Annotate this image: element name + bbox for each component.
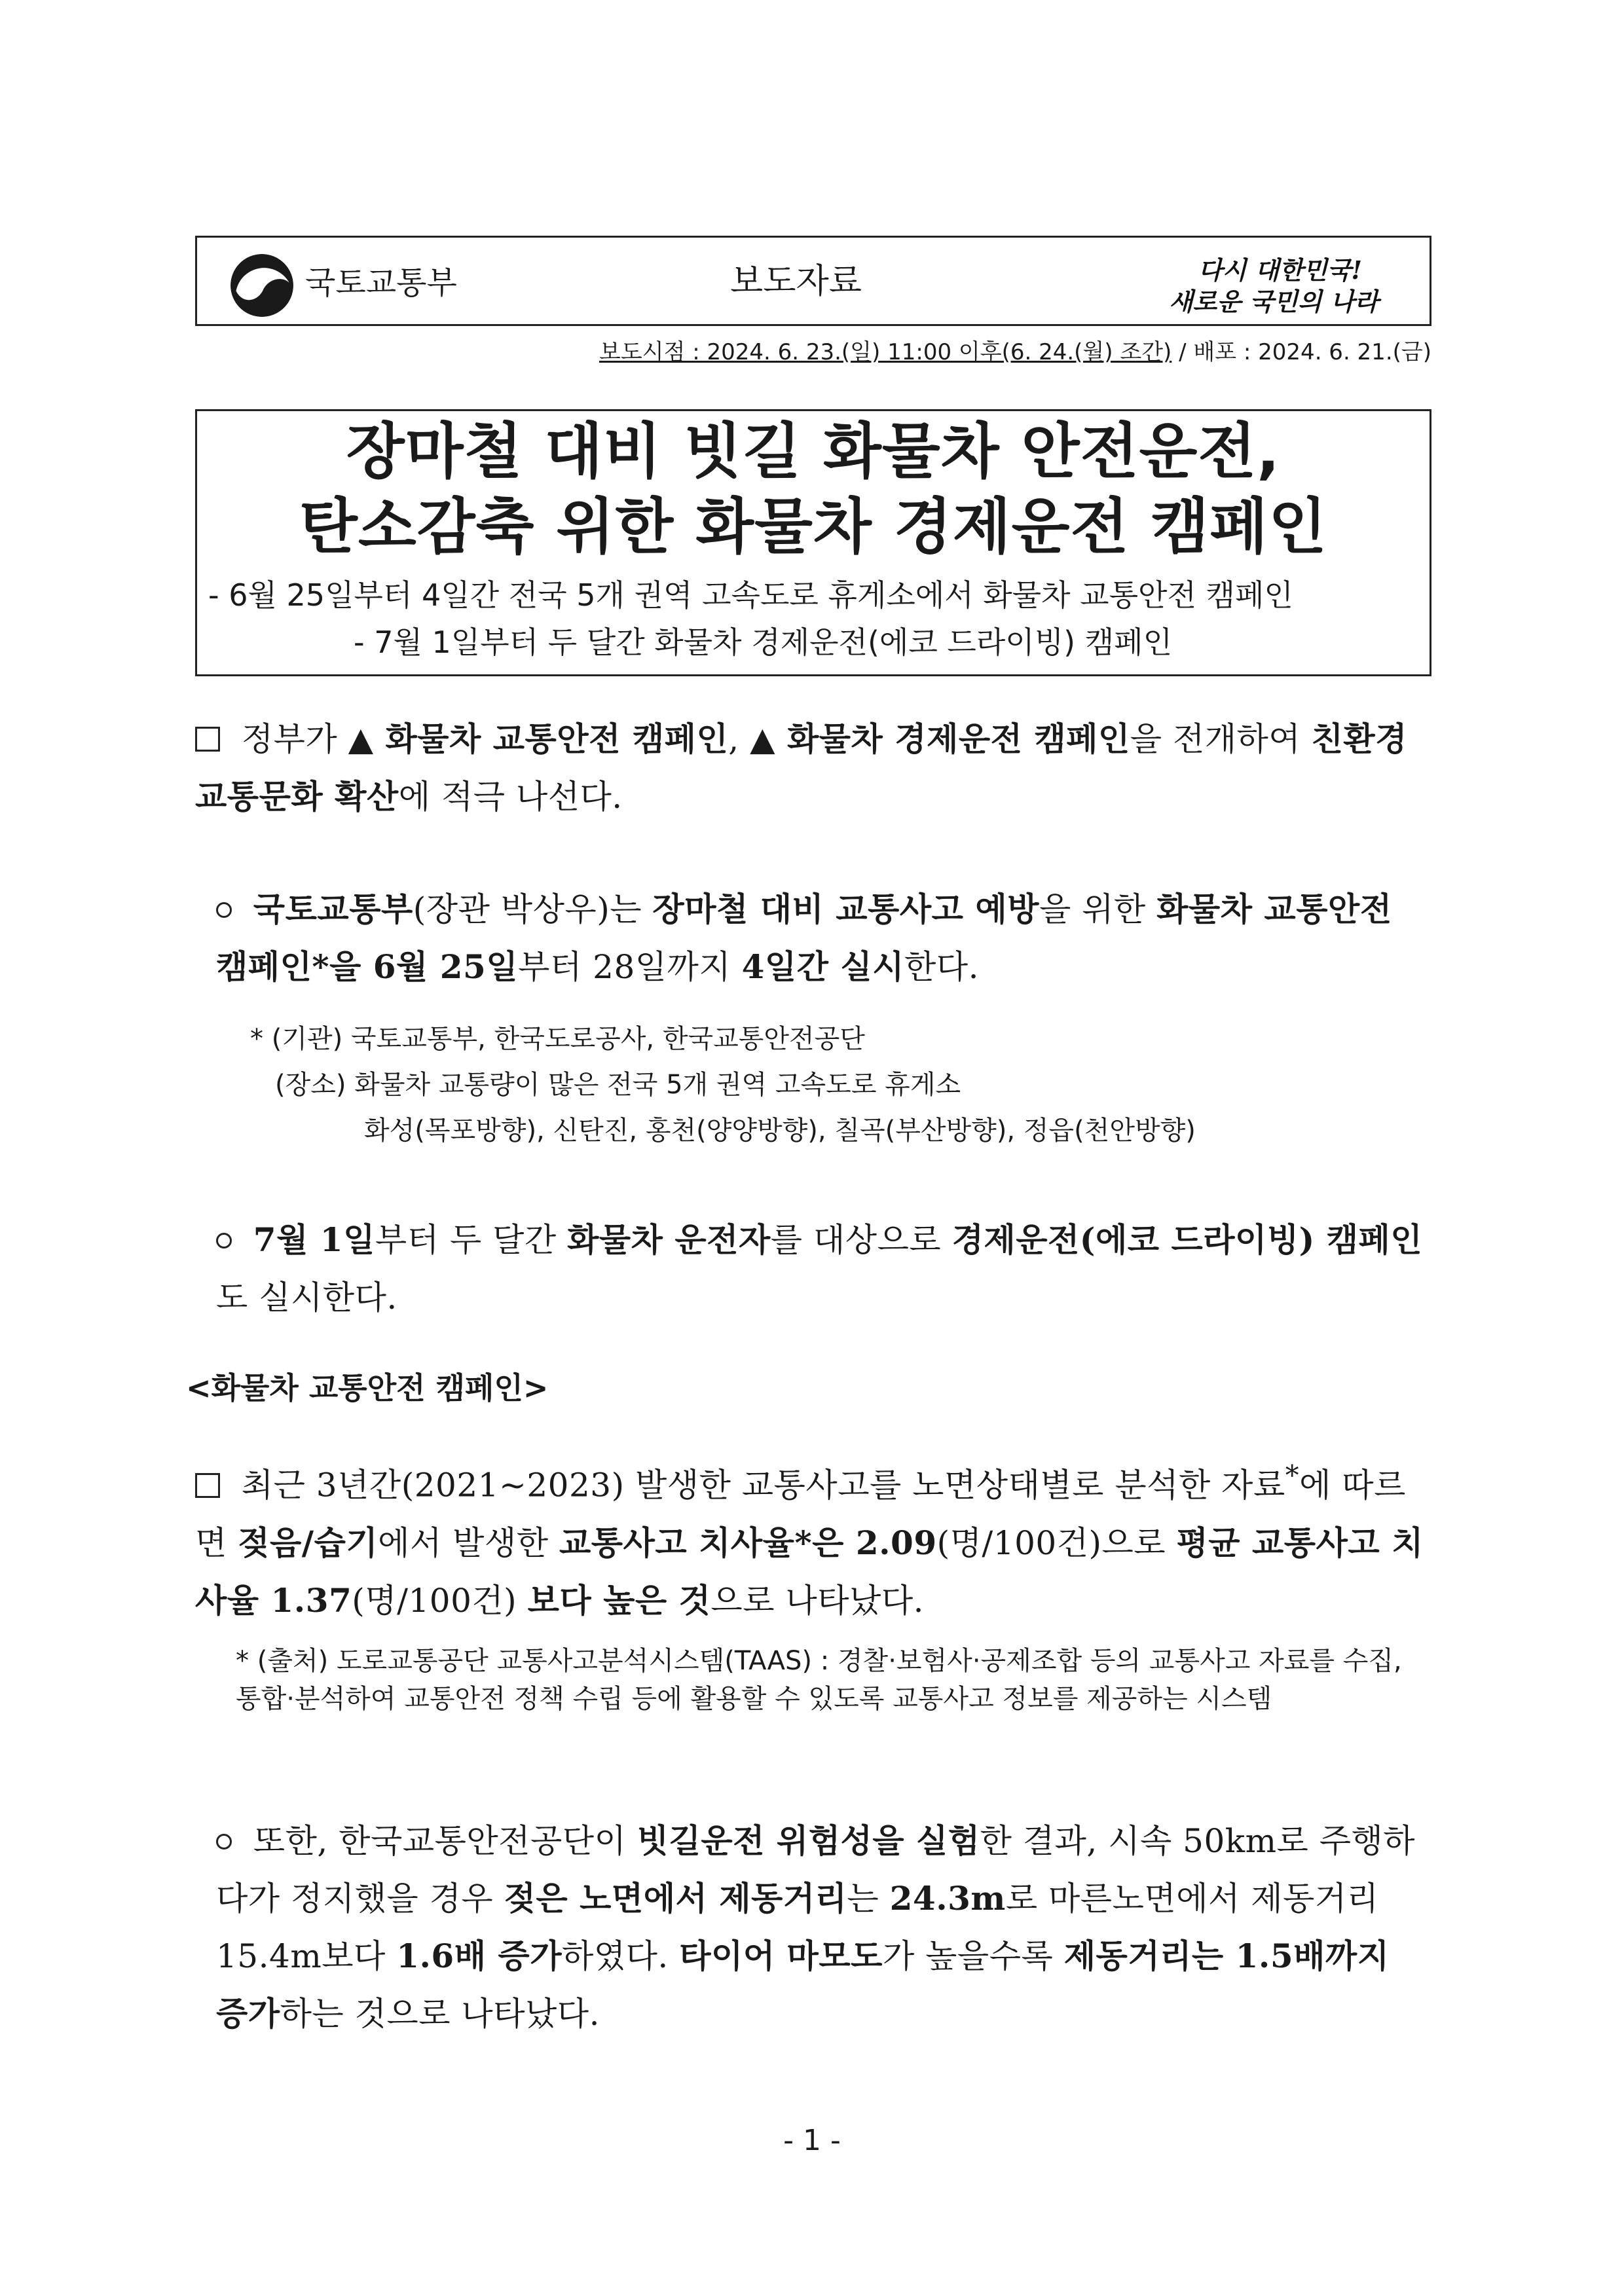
paragraph-4 (195, 1447, 1431, 1630)
bold-text: 경제운전(에코 드라이빙) 캠페인 (951, 1220, 1423, 1259)
text: 를 대상으로 (770, 1221, 952, 1259)
bold-text: 장마철 대비 교통사고 예방 (652, 890, 1039, 928)
text: 정부가 (241, 720, 348, 758)
slogan-line1: 다시 대한민국! (1198, 255, 1363, 285)
ministry-name: 국토교통부 (305, 264, 457, 301)
text: 도 실시한다. (216, 1279, 397, 1317)
bold-text: 화물차 운전자 (567, 1220, 771, 1259)
footnote-location: (장소) 화물차 교통량이 많은 전국 5개 권역 고속도로 휴게소 (275, 1070, 961, 1100)
bold-text: 24.3m (889, 1879, 1006, 1918)
text: 에 따르면 (195, 1466, 1406, 1562)
release-info (471, 334, 1431, 371)
subtitle-2: - 7월 1일부터 두 달간 화물차 경제운전(에코 드라이빙) 캠페인 (354, 625, 1173, 660)
document-type: 보도자료 (730, 262, 862, 301)
text: (명/100건) (352, 1581, 528, 1620)
bold-text: 국토교통부 (253, 890, 413, 928)
title-line-1: 장마철 대비 빗길 화물차 안전운전, (346, 416, 1281, 486)
text: 으로 나타났다. (710, 1581, 925, 1620)
text: 하는 것으로 나타났다. (280, 1995, 600, 2033)
paragraph-5 (216, 1812, 1431, 2043)
text: 에서 발생한 (378, 1523, 559, 1562)
slogan (1139, 247, 1421, 319)
text: (명/100건)으로 (936, 1523, 1177, 1562)
footnote-agencies: * (기관) 국토교통부, 한국도로공사, 한국교통안전공단 (250, 1024, 865, 1054)
text: 는 (847, 1880, 890, 1918)
text: 최근 3년간(2021~2023) 발생한 교통사고를 노면상태별로 분석한 자료 (241, 1466, 1285, 1504)
text: (장관 박상우)는 (413, 890, 653, 928)
circle-bullet-icon (216, 1834, 232, 1850)
bold-text: 제동거리는 1.5배까지 증가 (216, 1937, 1390, 2033)
footnote-rest-areas: 화성(목포방향), 신탄진, 홍천(양양방향), 칠곡(부산방향), 정읍(천안방향) (364, 1116, 1196, 1146)
text: 로 마른노면에서 제동거리 15.4m보다 (216, 1880, 1379, 1975)
bold-text: ▲ 화물차 경제운전 캠페인 (750, 720, 1130, 758)
text: 하였다. (562, 1937, 680, 1975)
slogan-line2: 새로운 국민의 나라 (1168, 287, 1379, 316)
bold-text: 화물차 교통안전 캠페인*을 6월 25일 (216, 890, 1392, 986)
bold-text: 4일간 실시 (741, 947, 904, 986)
embargo-time: 보도시점 : 2024. 6. 23.(일) 11:00 이후(6. 24.(월) 조간) (599, 339, 1172, 365)
text: 부터 28일까지 (518, 948, 742, 986)
bold-text: 젖은 노면에서 제동거리 (504, 1879, 847, 1918)
bold-text: 타이어 마모도 (679, 1937, 883, 1975)
text: 을 전개하여 (1130, 720, 1312, 758)
circle-bullet-icon (216, 1233, 232, 1248)
bold-text: 교통사고 치사율*은 2.09 (559, 1523, 937, 1562)
page-number: - 1 - (783, 2124, 841, 2157)
bold-text: 젖음/습기 (238, 1523, 378, 1562)
square-bullet-icon (195, 727, 220, 752)
paragraph-1 (195, 710, 1431, 826)
bold-text: 1.6배 증가 (396, 1937, 563, 1975)
bold-text: 보다 높은 것 (527, 1580, 711, 1620)
text: 한 결과, 시속 50km로 주행하다가 정지했을 경우 (216, 1822, 1416, 1918)
square-bullet-icon (195, 1473, 220, 1498)
text: 또한, 한국교통안전공단이 (253, 1822, 637, 1860)
bold-text: 친환경 교통문화 확산 (195, 720, 1407, 816)
paragraph-3 (216, 1211, 1431, 1326)
paragraph-2 (216, 881, 1431, 996)
release-separator: / (1179, 339, 1187, 365)
text: 가 높을수록 (882, 1937, 1064, 1975)
section-heading: <화물차 교통안전 캠페인> (186, 1370, 549, 1406)
title-line-2: 탄소감축 위한 화물차 경제운전 캠페인 (299, 492, 1328, 562)
text: 을 위한 (1039, 890, 1157, 928)
text: , (728, 720, 750, 758)
bold-text: 7월 1일 (253, 1220, 375, 1259)
text: 한다. (904, 948, 979, 986)
footnote-marker: * (1285, 1459, 1300, 1491)
bold-text: ▲ 화물차 교통안전 캠페인 (348, 720, 729, 758)
circle-bullet-icon (216, 902, 232, 918)
taegeuk-logo-icon (228, 251, 296, 319)
bold-text: 평균 교통사고 치사율 1.37 (195, 1523, 1424, 1620)
bold-text: 빗길운전 위험성을 실험 (637, 1821, 980, 1860)
text: 에 적극 나선다. (398, 778, 623, 816)
footnote-source: * (출처) 도로교통공단 교통사고분석시스템(TAAS) : 경찰·보험사·공제조합 등의 교통사고 자료를 수집, 통합·분석하여 교통안전 정책 수립 등에 활용할 수 있도록 교통사고 정보를 제공하는 시스템 (236, 1646, 1402, 1714)
text: 부터 두 달간 (375, 1221, 568, 1259)
subtitle-1: - 6월 25일부터 4일간 전국 5개 권역 고속도로 휴게소에서 화물차 교통안전 캠페인 (208, 577, 1293, 613)
distribution-date: 배포 : 2024. 6. 21.(금) (1193, 339, 1431, 365)
